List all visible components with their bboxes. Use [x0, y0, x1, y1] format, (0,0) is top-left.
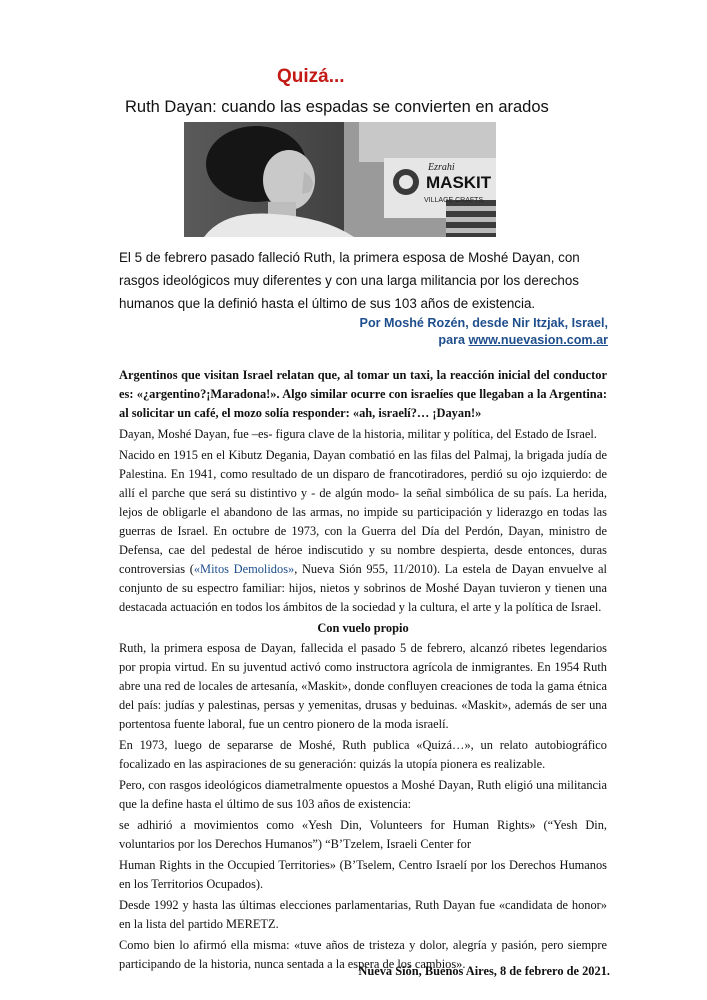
article-photo [184, 122, 496, 237]
article-subtitle: Ruth Dayan: cuando las espadas se convierten en arados [125, 98, 549, 116]
byline-author: Por Moshé Rozén, desde Nir Itzjak, Israel, [359, 316, 608, 330]
sign-text-1: Ezrahi [428, 162, 455, 173]
paragraph-1: Dayan, Moshé Dayan, fue –es- figura clave de la historia, militar y política, del Estado de Israel. [119, 427, 597, 441]
section-subheading: Con vuelo propio [317, 621, 409, 635]
article-body [119, 366, 607, 976]
paragraph-2-a: Nacido en 1915 en el Kibutz Degania, Dayan combatió en las filas del Palmaj, la brigada judía de Palestina. En 1941, como resultado de un disparo de francotiradores, perdió su ojo izquierdo: de allí el parche que será su distintivo y - de algún modo- la señal simbólica de su país. La herida, lejos de obligarle el abandono de las armas, no impide su participación y liderazgo en todas las guerras de Israel. En octubre de 1973, con la Guerra del Día del Perdón, Dayan, ministro de Defensa, cae del pedestal de héroe indiscutido y su nombre despierta, desde entonces, duras controversias ( [119, 448, 607, 576]
paragraph-2 [119, 446, 607, 617]
article-signature: Nueva Sión, Buenos Aires, 8 de febrero de 2021. [358, 964, 610, 978]
article-lead: El 5 de febrero pasado falleció Ruth, la primera esposa de Moshé Dayan, con rasgos ideológicos muy diferentes y con una larga militancia por los derechos humanos que la definió hasta el último de sus 103 años de existencia. [119, 250, 580, 311]
paragraph-9: Como bien lo afirmó ella misma: «tuve años de tristeza y dolor, alegría y pasión, pero siempre participando de la historia, nunca sentada a la espera de los cambios». [119, 938, 607, 971]
paragraph-3: Ruth, la primera esposa de Dayan, fallecida el pasado 5 de febrero, alcanzó ribetes legendarios por propia virtud. En su juventud activó como instructora agrícola de inmigrantes. En 1954 Ruth abre una red de locales de artesanía, «Maskit», donde confluyen creaciones de toda la gama étnica del país: judías y palestinas, persas y yemenitas, drusas y beduinas. «Maskit», además de ser una portentosa fuente laboral, fue un centro pionero de la moda israelí. [119, 641, 607, 731]
paragraph-5: Pero, con rasgos ideológicos diametralmente opuestos a Moshé Dayan, Ruth eligió una militancia que la define hasta el último de sus 103 años de existencia: [119, 778, 607, 811]
article-kicker: Quizá... [277, 66, 345, 87]
paragraph-6: se adhirió a movimientos como «Yesh Din, Volunteers for Human Rights» (“Yesh Din, voluntarios por los Derechos Humanos”) “B’Tzelem, Israeli Center for [119, 818, 607, 851]
paragraph-4: En 1973, luego de separarse de Moshé, Ruth publica «Quizá…», un relato autobiográfico focalizado en las aspiraciones de su generación: quizás la utopía pionera es realizable. [119, 738, 607, 771]
site-link[interactable]: www.nuevasion.com.ar [468, 333, 608, 347]
paragraph-7: Human Rights in the Occupied Territories» (B’Tselem, Centro Israelí por los Derechos Humanos en los Territorios Ocupados). [119, 858, 607, 891]
paragraph-2-b: , Nueva Sión 955, 11/2010). La estela de Dayan envuelve al conjunto de su espectro familiar: hijos, nietos y sobrinos de Moshé Dayan tuvieron y tienen una destacada actuación en todos los ámbitos de la sociedad y la cultura, el arte y la política de Israel. [119, 562, 607, 614]
article-intro: Argentinos que visitan Israel relatan que, al tomar un taxi, la reacción inicial del conductor es: «¿argentino?¡Maradona!». Algo similar ocurre con israelíes que llegaban a la Argentina: al solicitar un café, el mozo solía responder: «ah, israelí?… ¡Dayan!» [119, 368, 607, 420]
sign-text-2: MASKIT [426, 173, 492, 192]
paragraph-8: Desde 1992 y hasta las últimas elecciones parlamentarias, Ruth Dayan fue «candidata de honor» en la lista del partido MERETZ. [119, 898, 607, 931]
photo-illustration [184, 122, 496, 237]
sign-text-3: VILLAGE CRAFTS [424, 197, 484, 204]
byline-site [438, 333, 608, 347]
byline-prefix: para [438, 333, 469, 347]
mitos-demolidos-link[interactable]: «Mitos Demolidos» [193, 562, 295, 576]
